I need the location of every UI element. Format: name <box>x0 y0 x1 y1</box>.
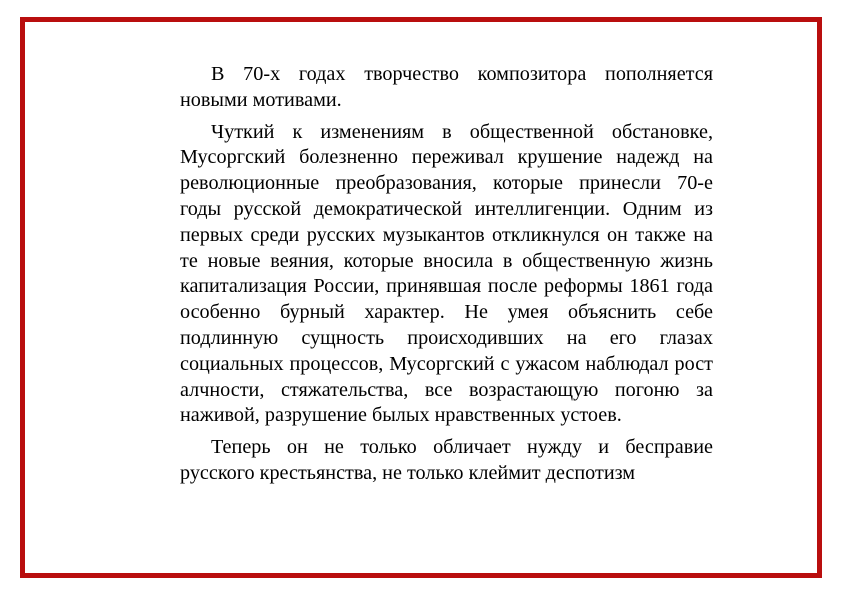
paragraph-1: В 70-х годах творчество композитора пополняется новыми мотивами. <box>180 63 713 111</box>
text-body <box>180 62 713 493</box>
paragraph-2: Чуткий к изменениям в общественной обстановке, Мусоргский болезненно переживал крушение надежд на революционные преобразования, которые принесли 70-е годы русской демократической интеллигенции. Одним из первых среди русских музыкантов откликнулся он также на те новые веяния, которые вносила в общественную жизнь капитализация России, принявшая после реформы 1861 года особенно бурный характер. Не умея объяснить себе подлинную сущность происходивших на его глазах социальных процессов, Мусоргский с ужасом наблюдал рост алчности, стяжательства, все возрастающую погоню за наживой, разрушение былых нравственных устоев. <box>180 120 713 427</box>
slide-frame <box>20 17 822 578</box>
paragraph-3: Теперь он не только обличает нужду и бесправие русского крестьянства, не только клеймит деспотизм <box>180 436 713 484</box>
